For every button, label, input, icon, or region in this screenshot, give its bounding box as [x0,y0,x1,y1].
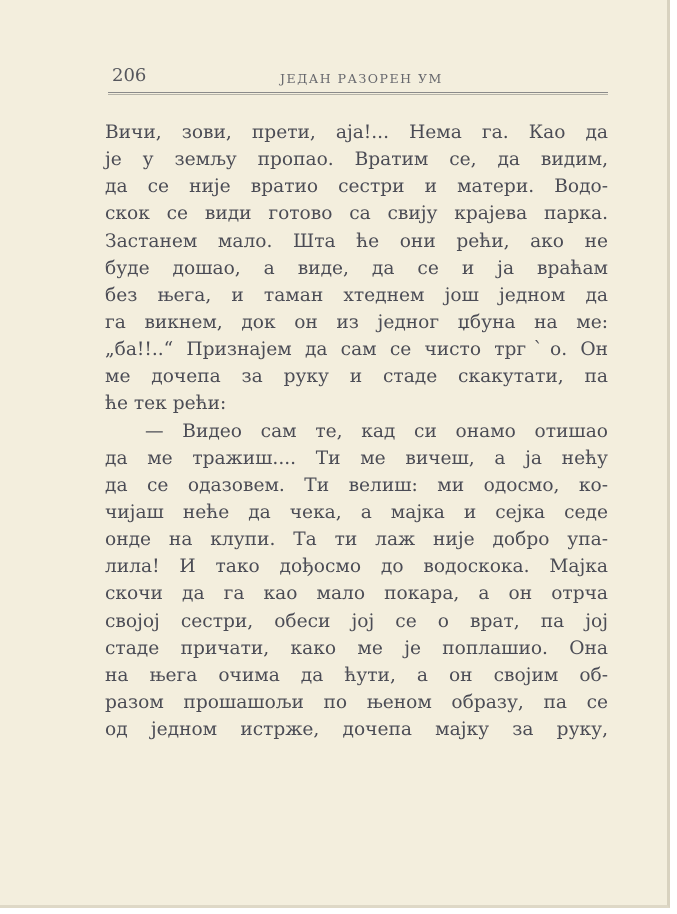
text-line: лила! И тако дођосмо до водоскока. Мајка [105,556,608,578]
text-line: без њега, и таман хтеднем још једном да [105,284,608,306]
text-line: ће тек рећи: [105,393,227,415]
page-number: 206 [112,65,147,86]
text-line: чијаш неће да чека, а мајка и сејка седе [105,501,608,523]
text-line: је у земљу пропао. Вратим се, да видим, [105,149,608,171]
text-line: онде на клупи. Та ти лаж није добро упа- [105,529,608,551]
text-line: ме дочепа за руку и стаде скакутати, па [105,366,608,388]
text-line: да се одазовем. Ти велиш: ми одосмо, ко- [105,474,608,496]
text-line: на њега очима да ћути, а он својим об- [105,664,608,686]
text-line: скочи да га као мало покара, а он отрча [105,583,608,605]
body-text [105,119,608,743]
text-line: Вичи, зови, прети, аја!... Нема га. Као да [105,122,608,143]
text-line: га викнем, док он из једног џбуна на ме: [105,311,608,333]
text-line: разом прошашољи по њеном образу, па се [105,691,608,713]
text-line: „ба!!..“ Признајем да сам се чисто тргˋо. Он [105,339,608,361]
text-line: скок се види готово са свију крајева парка. [105,203,608,225]
header-rule [108,92,608,95]
text-line: да ме тражиш.... Ти ме вичеш, а ја нећу [105,447,608,469]
text-line: да се није вратио сестри и матери. Водо- [105,176,608,198]
text-line: буде дошао, а виде, да се и ја враћам [105,257,608,279]
running-title: ЈЕДАН РАЗОРЕН УМ [280,71,443,86]
text-line: својој сестри, обеси јој се о врат, па јој [105,610,608,632]
text-line: стаде причати, како ме је поплашио. Она [105,637,608,659]
page-header [108,63,608,89]
text-line: од једном истрже, дочепа мајку за руку, [105,719,608,741]
text-line: Застанем мало. Шта ће они рећи, ако не [105,230,608,252]
text-line: — Видео сам те, кад си онамо отишао [145,420,608,442]
